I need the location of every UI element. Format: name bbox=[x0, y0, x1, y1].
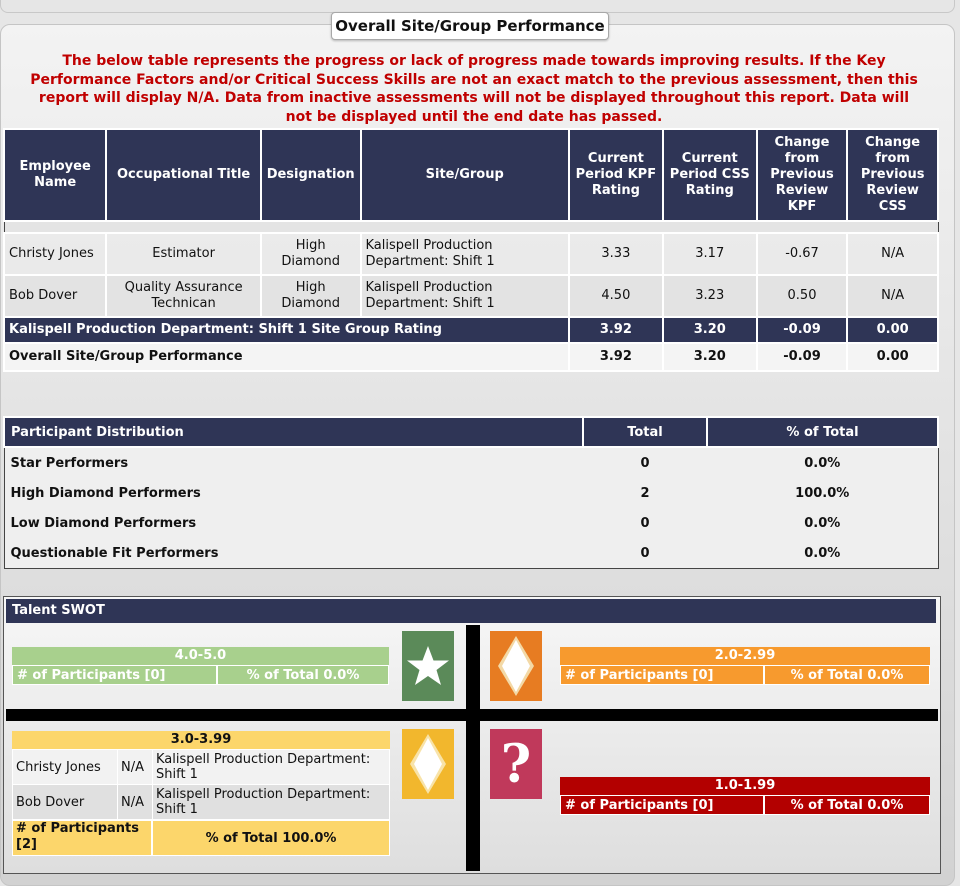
overall-kpf: 3.92 bbox=[569, 343, 663, 371]
col-participant-distribution: Participant Distribution bbox=[4, 417, 583, 447]
participants-count[interactable]: # of Participants [0] bbox=[560, 795, 764, 815]
employee-name[interactable]: Bob Dover bbox=[4, 275, 106, 317]
occupational-title: Estimator bbox=[106, 233, 261, 275]
occupational-title: Quality Assurance Technican bbox=[106, 275, 261, 317]
site-group: Kalispell Production Department: Shift 1 bbox=[361, 233, 569, 275]
member-value: N/A bbox=[118, 785, 153, 820]
site-change-kpf: -0.09 bbox=[757, 317, 848, 343]
diamond-icon bbox=[402, 729, 454, 799]
distribution-total: 2 bbox=[583, 478, 707, 508]
participants-count[interactable]: # of Participants [0] bbox=[12, 665, 217, 685]
col-change-kpf[interactable]: Change from Previous Review KPF bbox=[757, 129, 848, 221]
site-group-rating-row bbox=[4, 317, 938, 343]
site-group: Kalispell Production Department: Shift 1 bbox=[361, 275, 569, 317]
member-name[interactable]: Christy Jones bbox=[13, 750, 118, 785]
site-group-rating-label: Kalispell Production Department: Shift 1 Site Group Rating bbox=[4, 317, 569, 343]
col-designation[interactable]: Designation bbox=[261, 129, 361, 221]
distribution-percent: 100.0% bbox=[707, 478, 938, 508]
percent-total: % of Total 0.0% bbox=[764, 665, 930, 685]
percent-total: % of Total 0.0% bbox=[764, 795, 930, 815]
overall-row bbox=[4, 343, 938, 371]
talent-swot bbox=[3, 596, 941, 874]
col-css-rating[interactable]: Current Period CSS Rating bbox=[663, 129, 757, 221]
overall-css: 3.20 bbox=[663, 343, 757, 371]
kpf-rating: 3.33 bbox=[569, 233, 663, 275]
col-change-css[interactable]: Change from Previous Review CSS bbox=[847, 129, 938, 221]
distribution-table bbox=[3, 416, 939, 569]
swot-red-quadrant bbox=[560, 777, 930, 815]
percent-total: % of Total 100.0% bbox=[152, 820, 390, 856]
range-label: 2.0-2.99 bbox=[560, 647, 930, 665]
percent-total: % of Total 0.0% bbox=[217, 665, 389, 685]
member-site: Kalispell Production Department: Shift 1 bbox=[153, 785, 390, 820]
distribution-percent: 0.0% bbox=[707, 447, 938, 478]
css-rating: 3.23 bbox=[663, 275, 757, 317]
distribution-percent: 0.0% bbox=[707, 508, 938, 538]
change-kpf: -0.67 bbox=[757, 233, 848, 275]
range-label: 1.0-1.99 bbox=[560, 777, 930, 795]
designation: High Diamond bbox=[261, 275, 361, 317]
distribution-total: 0 bbox=[583, 447, 707, 478]
swot-title: Talent SWOT bbox=[6, 599, 936, 623]
change-kpf: 0.50 bbox=[757, 275, 848, 317]
designation: High Diamond bbox=[261, 233, 361, 275]
distribution-total: 0 bbox=[583, 508, 707, 538]
col-total: Total bbox=[583, 417, 707, 447]
distribution-label: High Diamond Performers bbox=[4, 478, 583, 508]
member-value: N/A bbox=[118, 750, 153, 785]
table-row bbox=[4, 275, 938, 317]
distribution-percent: 0.0% bbox=[707, 538, 938, 569]
list-item bbox=[4, 478, 938, 508]
site-change-css: 0.00 bbox=[847, 317, 938, 343]
col-kpf-rating[interactable]: Current Period KPF Rating bbox=[569, 129, 663, 221]
distribution-label: Questionable Fit Performers bbox=[4, 538, 583, 569]
css-rating: 3.17 bbox=[663, 233, 757, 275]
swot-divider-vertical bbox=[466, 625, 480, 871]
distribution-label: Star Performers bbox=[4, 447, 583, 478]
yellow-member-list bbox=[12, 749, 390, 820]
diamond-icon bbox=[490, 631, 542, 701]
overall-label: Overall Site/Group Performance bbox=[4, 343, 569, 371]
performance-table bbox=[3, 128, 939, 372]
range-label: 4.0-5.0 bbox=[12, 647, 389, 665]
participants-count[interactable]: # of Participants [2] bbox=[12, 820, 152, 856]
distribution-label: Low Diamond Performers bbox=[4, 508, 583, 538]
change-css: N/A bbox=[847, 233, 938, 275]
question-icon: ? bbox=[490, 729, 542, 799]
site-kpf: 3.92 bbox=[569, 317, 663, 343]
swot-divider-horizontal bbox=[6, 709, 938, 721]
col-employee-name[interactable]: Employee Name bbox=[4, 129, 106, 221]
swot-yellow-quadrant bbox=[12, 731, 390, 856]
range-label: 3.0-3.99 bbox=[12, 731, 390, 749]
participants-count[interactable]: # of Participants [0] bbox=[560, 665, 764, 685]
overall-change-css: 0.00 bbox=[847, 343, 938, 371]
list-item bbox=[4, 447, 938, 478]
distribution-total: 0 bbox=[583, 538, 707, 569]
change-css: N/A bbox=[847, 275, 938, 317]
col-percent-total: % of Total bbox=[707, 417, 938, 447]
employee-name[interactable]: Christy Jones bbox=[4, 233, 106, 275]
spacer bbox=[4, 221, 938, 233]
intro-text: The below table represents the progress or lack of progress made towards improving results. If the Key Performance Factors and/or Critical Success Skills are not an exact match to the previous assessment, then this report will display N/A. Data from inactive assessments will not be displayed throughout this report. Data will not be displayed until the end date has passed. bbox=[30, 53, 918, 125]
member-site: Kalispell Production Department: Shift 1 bbox=[153, 750, 390, 785]
swot-orange-quadrant bbox=[560, 647, 930, 685]
list-item bbox=[4, 508, 938, 538]
star-icon bbox=[402, 631, 454, 701]
member-name[interactable]: Bob Dover bbox=[13, 785, 118, 820]
col-occupational-title[interactable]: Occupational Title bbox=[106, 129, 261, 221]
list-item bbox=[13, 785, 390, 820]
site-css: 3.20 bbox=[663, 317, 757, 343]
list-item bbox=[4, 538, 938, 569]
overall-change-kpf: -0.09 bbox=[757, 343, 848, 371]
list-item bbox=[13, 750, 390, 785]
table-row bbox=[4, 233, 938, 275]
section-title: Overall Site/Group Performance bbox=[331, 12, 609, 40]
col-site-group[interactable]: Site/Group bbox=[361, 129, 569, 221]
swot-star-quadrant bbox=[12, 647, 389, 685]
kpf-rating: 4.50 bbox=[569, 275, 663, 317]
